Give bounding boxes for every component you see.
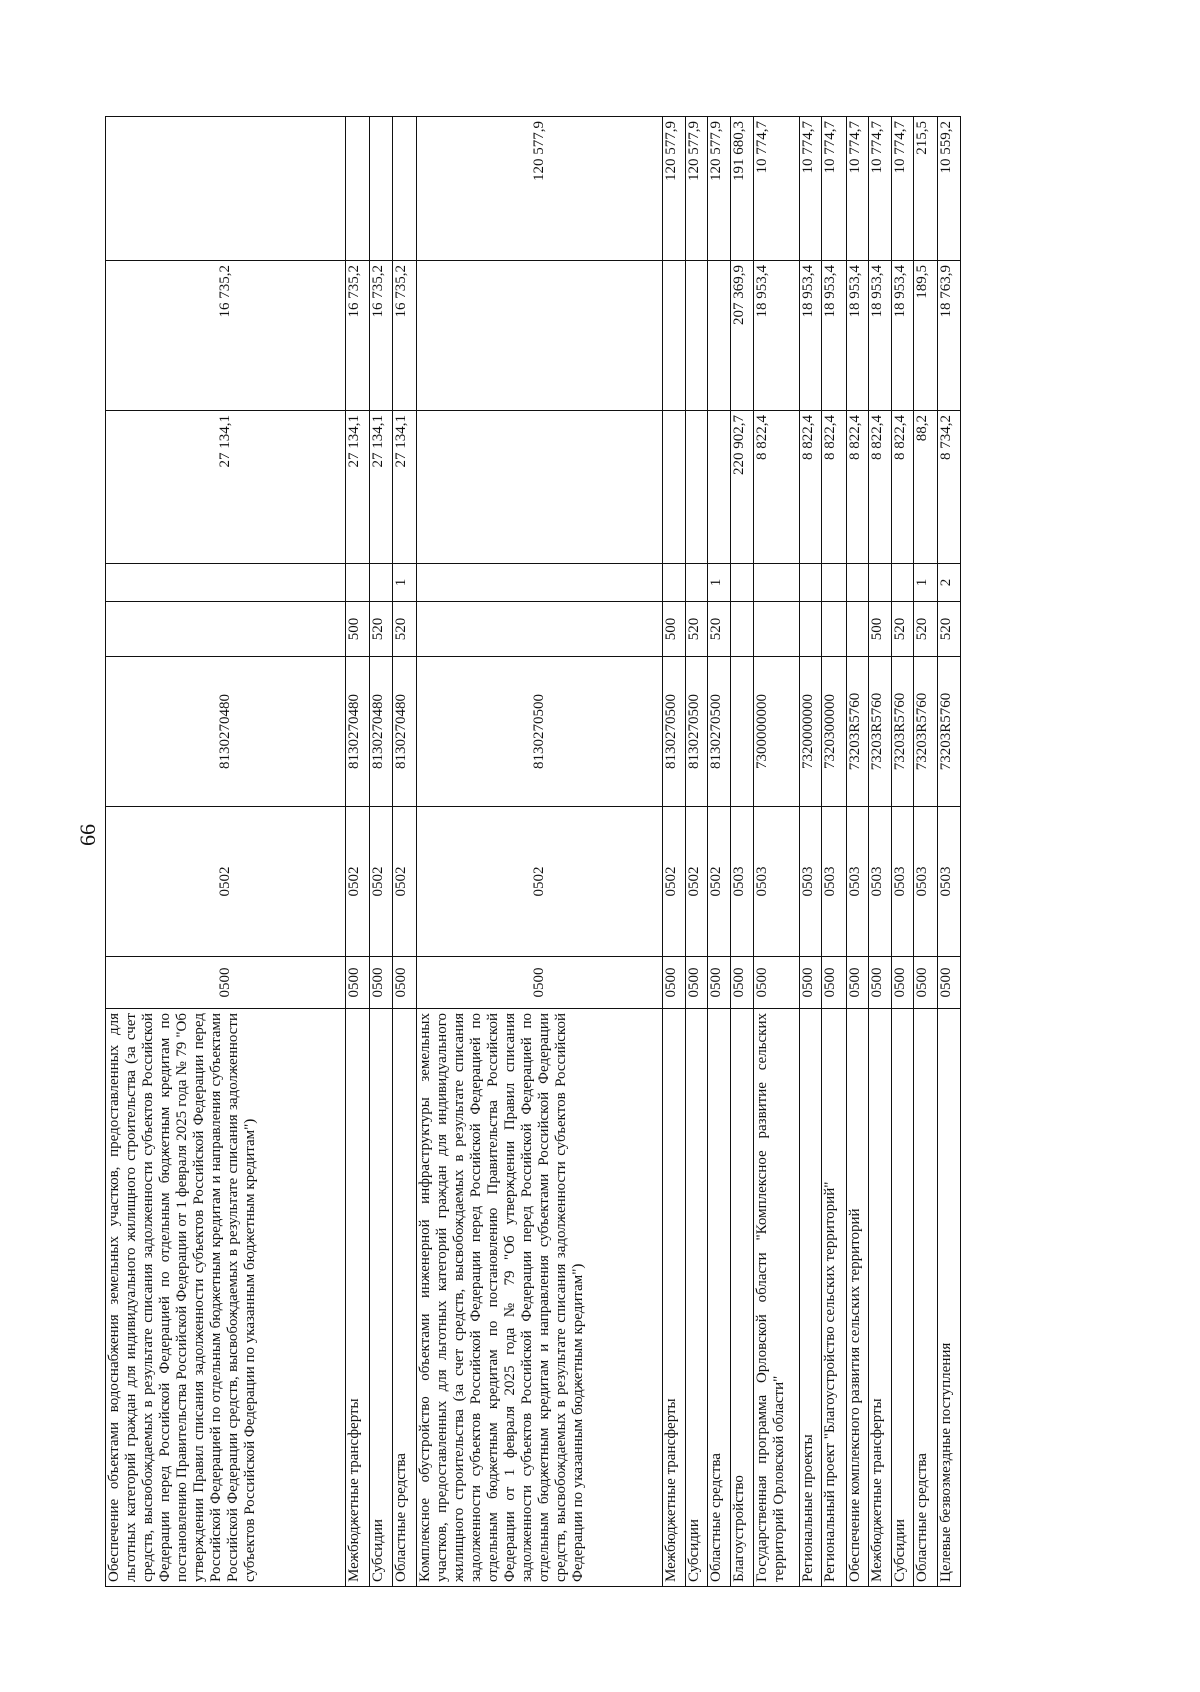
row-description: Межбюджетные трансферты bbox=[346, 1009, 370, 1587]
budget-table bbox=[105, 116, 961, 1587]
source-code bbox=[731, 564, 754, 602]
table-row bbox=[663, 117, 686, 1587]
amount-year-3: 215,5 bbox=[914, 117, 938, 261]
section-code: 0500 bbox=[869, 957, 892, 1009]
section-code: 0500 bbox=[393, 957, 417, 1009]
target-article-code bbox=[731, 657, 754, 807]
table-row bbox=[754, 117, 800, 1587]
amount-year-3: 10 774,7 bbox=[800, 117, 822, 261]
amount-year-3: 191 680,3 bbox=[731, 117, 754, 261]
amount-year-3: 10 774,7 bbox=[892, 117, 914, 261]
amount-year-3: 120 577,9 bbox=[708, 117, 731, 261]
source-code bbox=[869, 564, 892, 602]
source-code: 1 bbox=[914, 564, 938, 602]
subsection-code: 0502 bbox=[370, 807, 393, 957]
amount-year-2: 16 735,2 bbox=[106, 261, 346, 411]
amount-year-3 bbox=[106, 117, 346, 261]
table-row bbox=[822, 117, 847, 1587]
source-code: 2 bbox=[938, 564, 961, 602]
amount-year-2: 18 763,9 bbox=[938, 261, 961, 411]
amount-year-3 bbox=[370, 117, 393, 261]
row-description: Государственная программа Орловской области "Комплексное развитие сельских территорий Орловской области" bbox=[754, 1009, 800, 1587]
amount-year-1: 27 134,1 bbox=[106, 411, 346, 564]
amount-year-1: 8 822,4 bbox=[847, 411, 869, 564]
subsection-code: 0503 bbox=[892, 807, 914, 957]
row-description: Областные средства bbox=[914, 1009, 938, 1587]
section-code: 0500 bbox=[106, 957, 346, 1009]
rotated-page-content bbox=[105, 117, 1090, 1587]
subsection-code: 0502 bbox=[663, 807, 686, 957]
target-article-code: 8130270480 bbox=[393, 657, 417, 807]
target-article-code: 73203R5760 bbox=[869, 657, 892, 807]
source-code bbox=[800, 564, 822, 602]
amount-year-1: 220 902,7 bbox=[731, 411, 754, 564]
subsection-code: 0502 bbox=[106, 807, 346, 957]
table-row bbox=[417, 117, 663, 1587]
row-description: Субсидии bbox=[370, 1009, 393, 1587]
amount-year-1: 27 134,1 bbox=[393, 411, 417, 564]
table-row bbox=[892, 117, 914, 1587]
target-article-code: 8130270500 bbox=[417, 657, 663, 807]
target-article-code: 73203R5760 bbox=[938, 657, 961, 807]
subsection-code: 0503 bbox=[822, 807, 847, 957]
target-article-code: 7320000000 bbox=[800, 657, 822, 807]
section-code: 0500 bbox=[754, 957, 800, 1009]
source-code bbox=[822, 564, 847, 602]
subsection-code: 0503 bbox=[914, 807, 938, 957]
amount-year-3: 120 577,9 bbox=[663, 117, 686, 261]
section-code: 0500 bbox=[822, 957, 847, 1009]
amount-year-3: 10 774,7 bbox=[754, 117, 800, 261]
expense-type-code: 500 bbox=[869, 602, 892, 657]
subsection-code: 0502 bbox=[708, 807, 731, 957]
expense-type-code bbox=[847, 602, 869, 657]
amount-year-1 bbox=[663, 411, 686, 564]
target-article-code: 73203R5760 bbox=[914, 657, 938, 807]
amount-year-1: 8 822,4 bbox=[869, 411, 892, 564]
amount-year-1: 27 134,1 bbox=[346, 411, 370, 564]
source-code bbox=[686, 564, 708, 602]
expense-type-code: 520 bbox=[938, 602, 961, 657]
expense-type-code: 520 bbox=[370, 602, 393, 657]
subsection-code: 0503 bbox=[754, 807, 800, 957]
section-code: 0500 bbox=[938, 957, 961, 1009]
amount-year-2: 16 735,2 bbox=[346, 261, 370, 411]
subsection-code: 0503 bbox=[847, 807, 869, 957]
subsection-code: 0503 bbox=[938, 807, 961, 957]
amount-year-1: 8 822,4 bbox=[822, 411, 847, 564]
amount-year-2: 18 953,4 bbox=[822, 261, 847, 411]
amount-year-3: 120 577,9 bbox=[686, 117, 708, 261]
amount-year-3: 10 559,2 bbox=[938, 117, 961, 261]
subsection-code: 0502 bbox=[686, 807, 708, 957]
amount-year-3: 10 774,7 bbox=[869, 117, 892, 261]
row-description: Субсидии bbox=[686, 1009, 708, 1587]
section-code: 0500 bbox=[892, 957, 914, 1009]
expense-type-code: 500 bbox=[663, 602, 686, 657]
table-row bbox=[106, 117, 346, 1587]
table-row bbox=[731, 117, 754, 1587]
target-article-code: 8130270500 bbox=[708, 657, 731, 807]
amount-year-2: 18 953,4 bbox=[800, 261, 822, 411]
expense-type-code: 520 bbox=[914, 602, 938, 657]
row-description: Субсидии bbox=[892, 1009, 914, 1587]
expense-type-code bbox=[800, 602, 822, 657]
expense-type-code: 520 bbox=[708, 602, 731, 657]
row-description: Межбюджетные трансферты bbox=[869, 1009, 892, 1587]
amount-year-1: 88,2 bbox=[914, 411, 938, 564]
amount-year-2: 18 953,4 bbox=[892, 261, 914, 411]
amount-year-2: 189,5 bbox=[914, 261, 938, 411]
amount-year-2 bbox=[417, 261, 663, 411]
expense-type-code: 500 bbox=[346, 602, 370, 657]
row-description: Обеспечение объектами водоснабжения земельных участков, предоставленных для льготных категорий граждан для индивидуального жилищного строительства (за счет средств, высвобождаемых в результате списания задолженности субъектов Российской Федерации перед Российской Федерацией по отдельным бюджетным кредитам по постановлению Правительства Российской Федерации от 1 февраля 2025 года № 79 "Об утверждении Правил списания задолженности субъектов Российской Федерации перед Российской Федерацией по отдельным бюджетным кредитам и направления субъектами Российской Федерации средств, высвобождаемых в результате списания задолженности субъектов Российской Федерации по указанным бюджетным кредитам") bbox=[106, 1009, 346, 1587]
target-article-code: 8130270500 bbox=[686, 657, 708, 807]
row-description: Комплексное обустройство объектами инженерной инфраструктуры земельных участков, предоставленных для льготных категорий граждан для индивидуального жилищного строительства (за счет средств, высвобождаемых в результате списания задолженности субъектов Российской Федерации перед Российской Федерацией по отдельным бюджетным кредитам по постановлению Правительства Российской Федерации от 1 февраля 2025 года № 79 "Об утверждении Правил списания задолженности субъектов Российской Федерации перед Российской Федерацией по отдельным бюджетным кредитам и направления субъектами Российской Федерации средств, высвобождаемых в результате списания задолженности субъектов Российской Федерации по указанным бюджетным кредитам") bbox=[417, 1009, 663, 1587]
table-row bbox=[370, 117, 393, 1587]
target-article-code: 8130270480 bbox=[370, 657, 393, 807]
amount-year-1: 8 822,4 bbox=[892, 411, 914, 564]
table-row bbox=[393, 117, 417, 1587]
subsection-code: 0503 bbox=[869, 807, 892, 957]
table-row bbox=[800, 117, 822, 1587]
source-code bbox=[663, 564, 686, 602]
expense-type-code bbox=[822, 602, 847, 657]
source-code bbox=[892, 564, 914, 602]
source-code bbox=[346, 564, 370, 602]
table-row bbox=[914, 117, 938, 1587]
target-article-code: 7320300000 bbox=[822, 657, 847, 807]
table-row bbox=[686, 117, 708, 1587]
amount-year-3: 10 774,7 bbox=[847, 117, 869, 261]
row-description: Региональный проект "Благоустройство сельских территорий" bbox=[822, 1009, 847, 1587]
table-row bbox=[346, 117, 370, 1587]
amount-year-1: 8 822,4 bbox=[754, 411, 800, 564]
expense-type-code bbox=[417, 602, 663, 657]
source-code: 1 bbox=[393, 564, 417, 602]
section-code: 0500 bbox=[847, 957, 869, 1009]
subsection-code: 0502 bbox=[417, 807, 663, 957]
amount-year-2: 207 369,9 bbox=[731, 261, 754, 411]
source-code bbox=[847, 564, 869, 602]
target-article-code: 73203R5760 bbox=[847, 657, 869, 807]
amount-year-1: 8 734,2 bbox=[938, 411, 961, 564]
amount-year-3 bbox=[346, 117, 370, 261]
amount-year-2: 16 735,2 bbox=[370, 261, 393, 411]
amount-year-2: 16 735,2 bbox=[393, 261, 417, 411]
amount-year-1: 8 822,4 bbox=[800, 411, 822, 564]
section-code: 0500 bbox=[686, 957, 708, 1009]
row-description: Межбюджетные трансферты bbox=[663, 1009, 686, 1587]
expense-type-code: 520 bbox=[393, 602, 417, 657]
target-article-code: 8130270480 bbox=[106, 657, 346, 807]
page-number: 66 bbox=[75, 824, 100, 846]
table-row bbox=[708, 117, 731, 1587]
expense-type-code: 520 bbox=[892, 602, 914, 657]
amount-year-3: 10 774,7 bbox=[822, 117, 847, 261]
expense-type-code bbox=[754, 602, 800, 657]
amount-year-3: 120 577,9 bbox=[417, 117, 663, 261]
target-article-code: 8130270480 bbox=[346, 657, 370, 807]
section-code: 0500 bbox=[417, 957, 663, 1009]
table-row bbox=[869, 117, 892, 1587]
section-code: 0500 bbox=[370, 957, 393, 1009]
amount-year-2 bbox=[686, 261, 708, 411]
section-code: 0500 bbox=[708, 957, 731, 1009]
amount-year-2: 18 953,4 bbox=[754, 261, 800, 411]
target-article-code: 7300000000 bbox=[754, 657, 800, 807]
row-description: Целевые безвозмездные поступления bbox=[938, 1009, 961, 1587]
subsection-code: 0502 bbox=[346, 807, 370, 957]
subsection-code: 0503 bbox=[731, 807, 754, 957]
source-code bbox=[106, 564, 346, 602]
amount-year-2: 18 953,4 bbox=[869, 261, 892, 411]
target-article-code: 73203R5760 bbox=[892, 657, 914, 807]
target-article-code: 8130270500 bbox=[663, 657, 686, 807]
amount-year-2 bbox=[708, 261, 731, 411]
section-code: 0500 bbox=[346, 957, 370, 1009]
source-code bbox=[417, 564, 663, 602]
row-description: Региональные проекты bbox=[800, 1009, 822, 1587]
amount-year-2 bbox=[663, 261, 686, 411]
section-code: 0500 bbox=[663, 957, 686, 1009]
source-code bbox=[754, 564, 800, 602]
expense-type-code: 520 bbox=[686, 602, 708, 657]
table-body bbox=[106, 117, 961, 1587]
table-row bbox=[847, 117, 869, 1587]
row-description: Благоустройство bbox=[731, 1009, 754, 1587]
source-code: 1 bbox=[708, 564, 731, 602]
row-description: Областные средства bbox=[708, 1009, 731, 1587]
amount-year-1 bbox=[686, 411, 708, 564]
amount-year-2: 18 953,4 bbox=[847, 261, 869, 411]
subsection-code: 0502 bbox=[393, 807, 417, 957]
source-code bbox=[370, 564, 393, 602]
section-code: 0500 bbox=[914, 957, 938, 1009]
subsection-code: 0503 bbox=[800, 807, 822, 957]
section-code: 0500 bbox=[731, 957, 754, 1009]
row-description: Областные средства bbox=[393, 1009, 417, 1587]
amount-year-1 bbox=[708, 411, 731, 564]
expense-type-code bbox=[731, 602, 754, 657]
amount-year-1 bbox=[417, 411, 663, 564]
amount-year-1: 27 134,1 bbox=[370, 411, 393, 564]
section-code: 0500 bbox=[800, 957, 822, 1009]
expense-type-code bbox=[106, 602, 346, 657]
row-description: Обеспечение комплексного развития сельских территорий bbox=[847, 1009, 869, 1587]
amount-year-3 bbox=[393, 117, 417, 261]
table-row bbox=[938, 117, 961, 1587]
